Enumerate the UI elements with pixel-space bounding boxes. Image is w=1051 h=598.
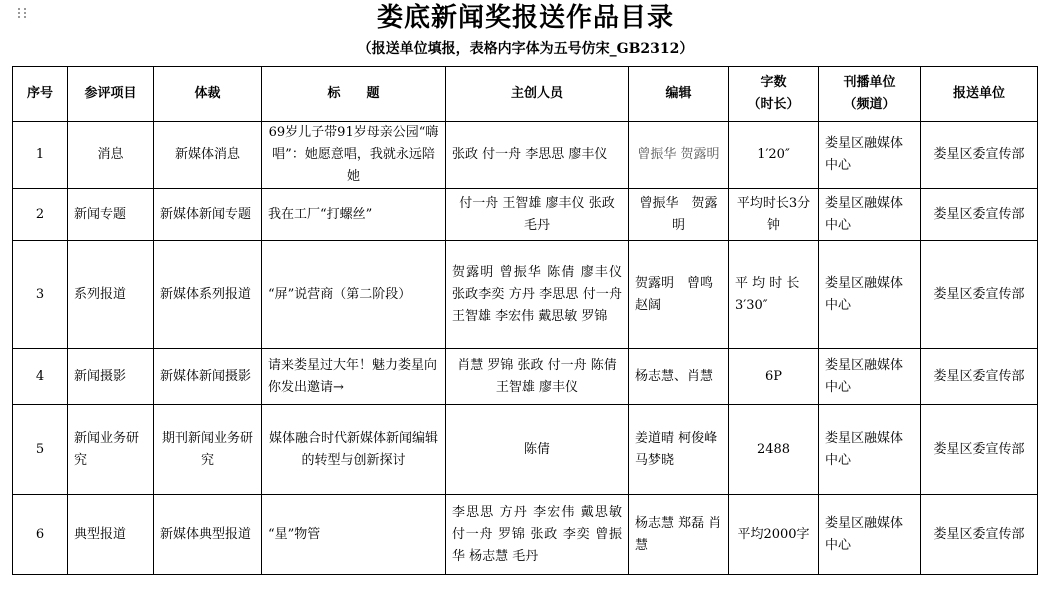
table-row [13,241,1038,349]
cell-category: 消息 [68,122,154,189]
header-channel-line2: （频道） [843,97,896,112]
cell-seq: 1 [13,122,68,189]
header-length-line2: （时长） [747,97,800,112]
cell-editor: 贺露明 曾鸣 赵阔 [629,241,729,349]
cell-editor: 杨志慧、肖慧 [629,349,729,405]
cell-submitter: 娄星区委宣传部 [921,495,1038,575]
table-row [13,122,1038,189]
cell-channel: 娄星区融媒体中心 [819,405,921,495]
cell-seq: 3 [13,241,68,349]
header-creators: 主创人员 [446,67,629,122]
cell-category: 新闻摄影 [68,349,154,405]
cell-editor: 曾振华 贺露明 [629,122,729,189]
cell-creators: 付一舟 王智雄 廖丰仪 张政 毛丹 [446,189,629,241]
cell-length: 1′20″ [729,122,819,189]
cell-title: 媒体融合时代新媒体新闻编辑的转型与创新探讨 [262,405,446,495]
cell-genre: 新媒体消息 [154,122,262,189]
cell-length: 平均2000字 [729,495,819,575]
cell-creators: 肖慧 罗锦 张政 付一舟 陈倩 王智雄 廖丰仪 [446,349,629,405]
cell-channel: 娄星区融媒体中心 [819,122,921,189]
header-submitter: 报送单位 [921,67,1038,122]
cell-title: “星”物管 [262,495,446,575]
cell-category: 新闻业务研究 [68,405,154,495]
table-row [13,189,1038,241]
cell-genre: 新媒体系列报道 [154,241,262,349]
cell-submitter: 娄星区委宣传部 [921,189,1038,241]
cell-channel: 娄星区融媒体中心 [819,349,921,405]
header-channel-line1: 刊播单位 [843,75,896,90]
cell-category: 新闻专题 [68,189,154,241]
document-subtitle: （报送单位填报，表格内字体为五号仿宋_GB2312） [357,41,694,57]
header-length [729,67,819,122]
cell-seq: 6 [13,495,68,575]
cell-length: 2488 [729,405,819,495]
cell-length: 6P [729,349,819,405]
cell-channel: 娄星区融媒体中心 [819,495,921,575]
cell-genre: 新媒体新闻专题 [154,189,262,241]
table-row [13,405,1038,495]
table-row [13,349,1038,405]
cell-seq: 2 [13,189,68,241]
cell-submitter: 娄星区委宣传部 [921,349,1038,405]
cell-creators: 张政 付一舟 李思思 廖丰仪 [446,122,629,189]
cell-submitter: 娄星区委宣传部 [921,405,1038,495]
header-length-line1: 字数 [760,75,787,90]
cell-editor: 杨志慧 郑磊 肖慧 [629,495,729,575]
submission-table [12,66,1038,575]
table-row [13,495,1038,575]
header-category: 参评项目 [68,67,154,122]
cell-title: 69岁儿子带91岁母亲公园“嗨唱”：她愿意唱，我就永远陪她 [262,122,446,189]
header-seq: 序号 [13,67,68,122]
cell-genre: 期刊新闻业务研究 [154,405,262,495]
cell-channel: 娄星区融媒体中心 [819,241,921,349]
document-title: 娄底新闻奖报送作品目录 [376,3,674,33]
cell-title: 我在工厂“打螺丝” [262,189,446,241]
cell-category: 系列报道 [68,241,154,349]
cell-editor: 姜道晴 柯俊峰 马梦晓 [629,405,729,495]
cell-length: 平均时长3分钟 [729,189,819,241]
header-title: 标 题 [262,67,446,122]
cell-creators: 贺露明 曾振华 陈倩 廖丰仪 张政李奕 方丹 李思思 付一舟 王智雄 李宏伟 戴思敏 罗锦 [446,241,629,349]
header-row [13,67,1038,122]
cell-submitter: 娄星区委宣传部 [921,122,1038,189]
cell-editor: 曾振华 贺露明 [629,189,729,241]
cell-genre: 新媒体典型报道 [154,495,262,575]
cell-creators: 陈倩 [446,405,629,495]
cell-title: 请来娄星过大年！魅力娄星向你发出邀请→ [262,349,446,405]
header-genre: 体裁 [154,67,262,122]
cell-category: 典型报道 [68,495,154,575]
cell-creators: 李思思 方丹 李宏伟 戴思敏 付一舟 罗锦 张政 李奕 曾振华 杨志慧 毛丹 [446,495,629,575]
cell-seq: 4 [13,349,68,405]
cell-channel: 娄星区融媒体中心 [819,189,921,241]
header-editor: 编辑 [629,67,729,122]
cell-submitter: 娄星区委宣传部 [921,241,1038,349]
cell-genre: 新媒体新闻摄影 [154,349,262,405]
cell-title: “屏”说营商（第二阶段） [262,241,446,349]
header-channel [819,67,921,122]
cell-seq: 5 [13,405,68,495]
cell-length: 平 均 时 长 3′30″ [729,241,819,349]
